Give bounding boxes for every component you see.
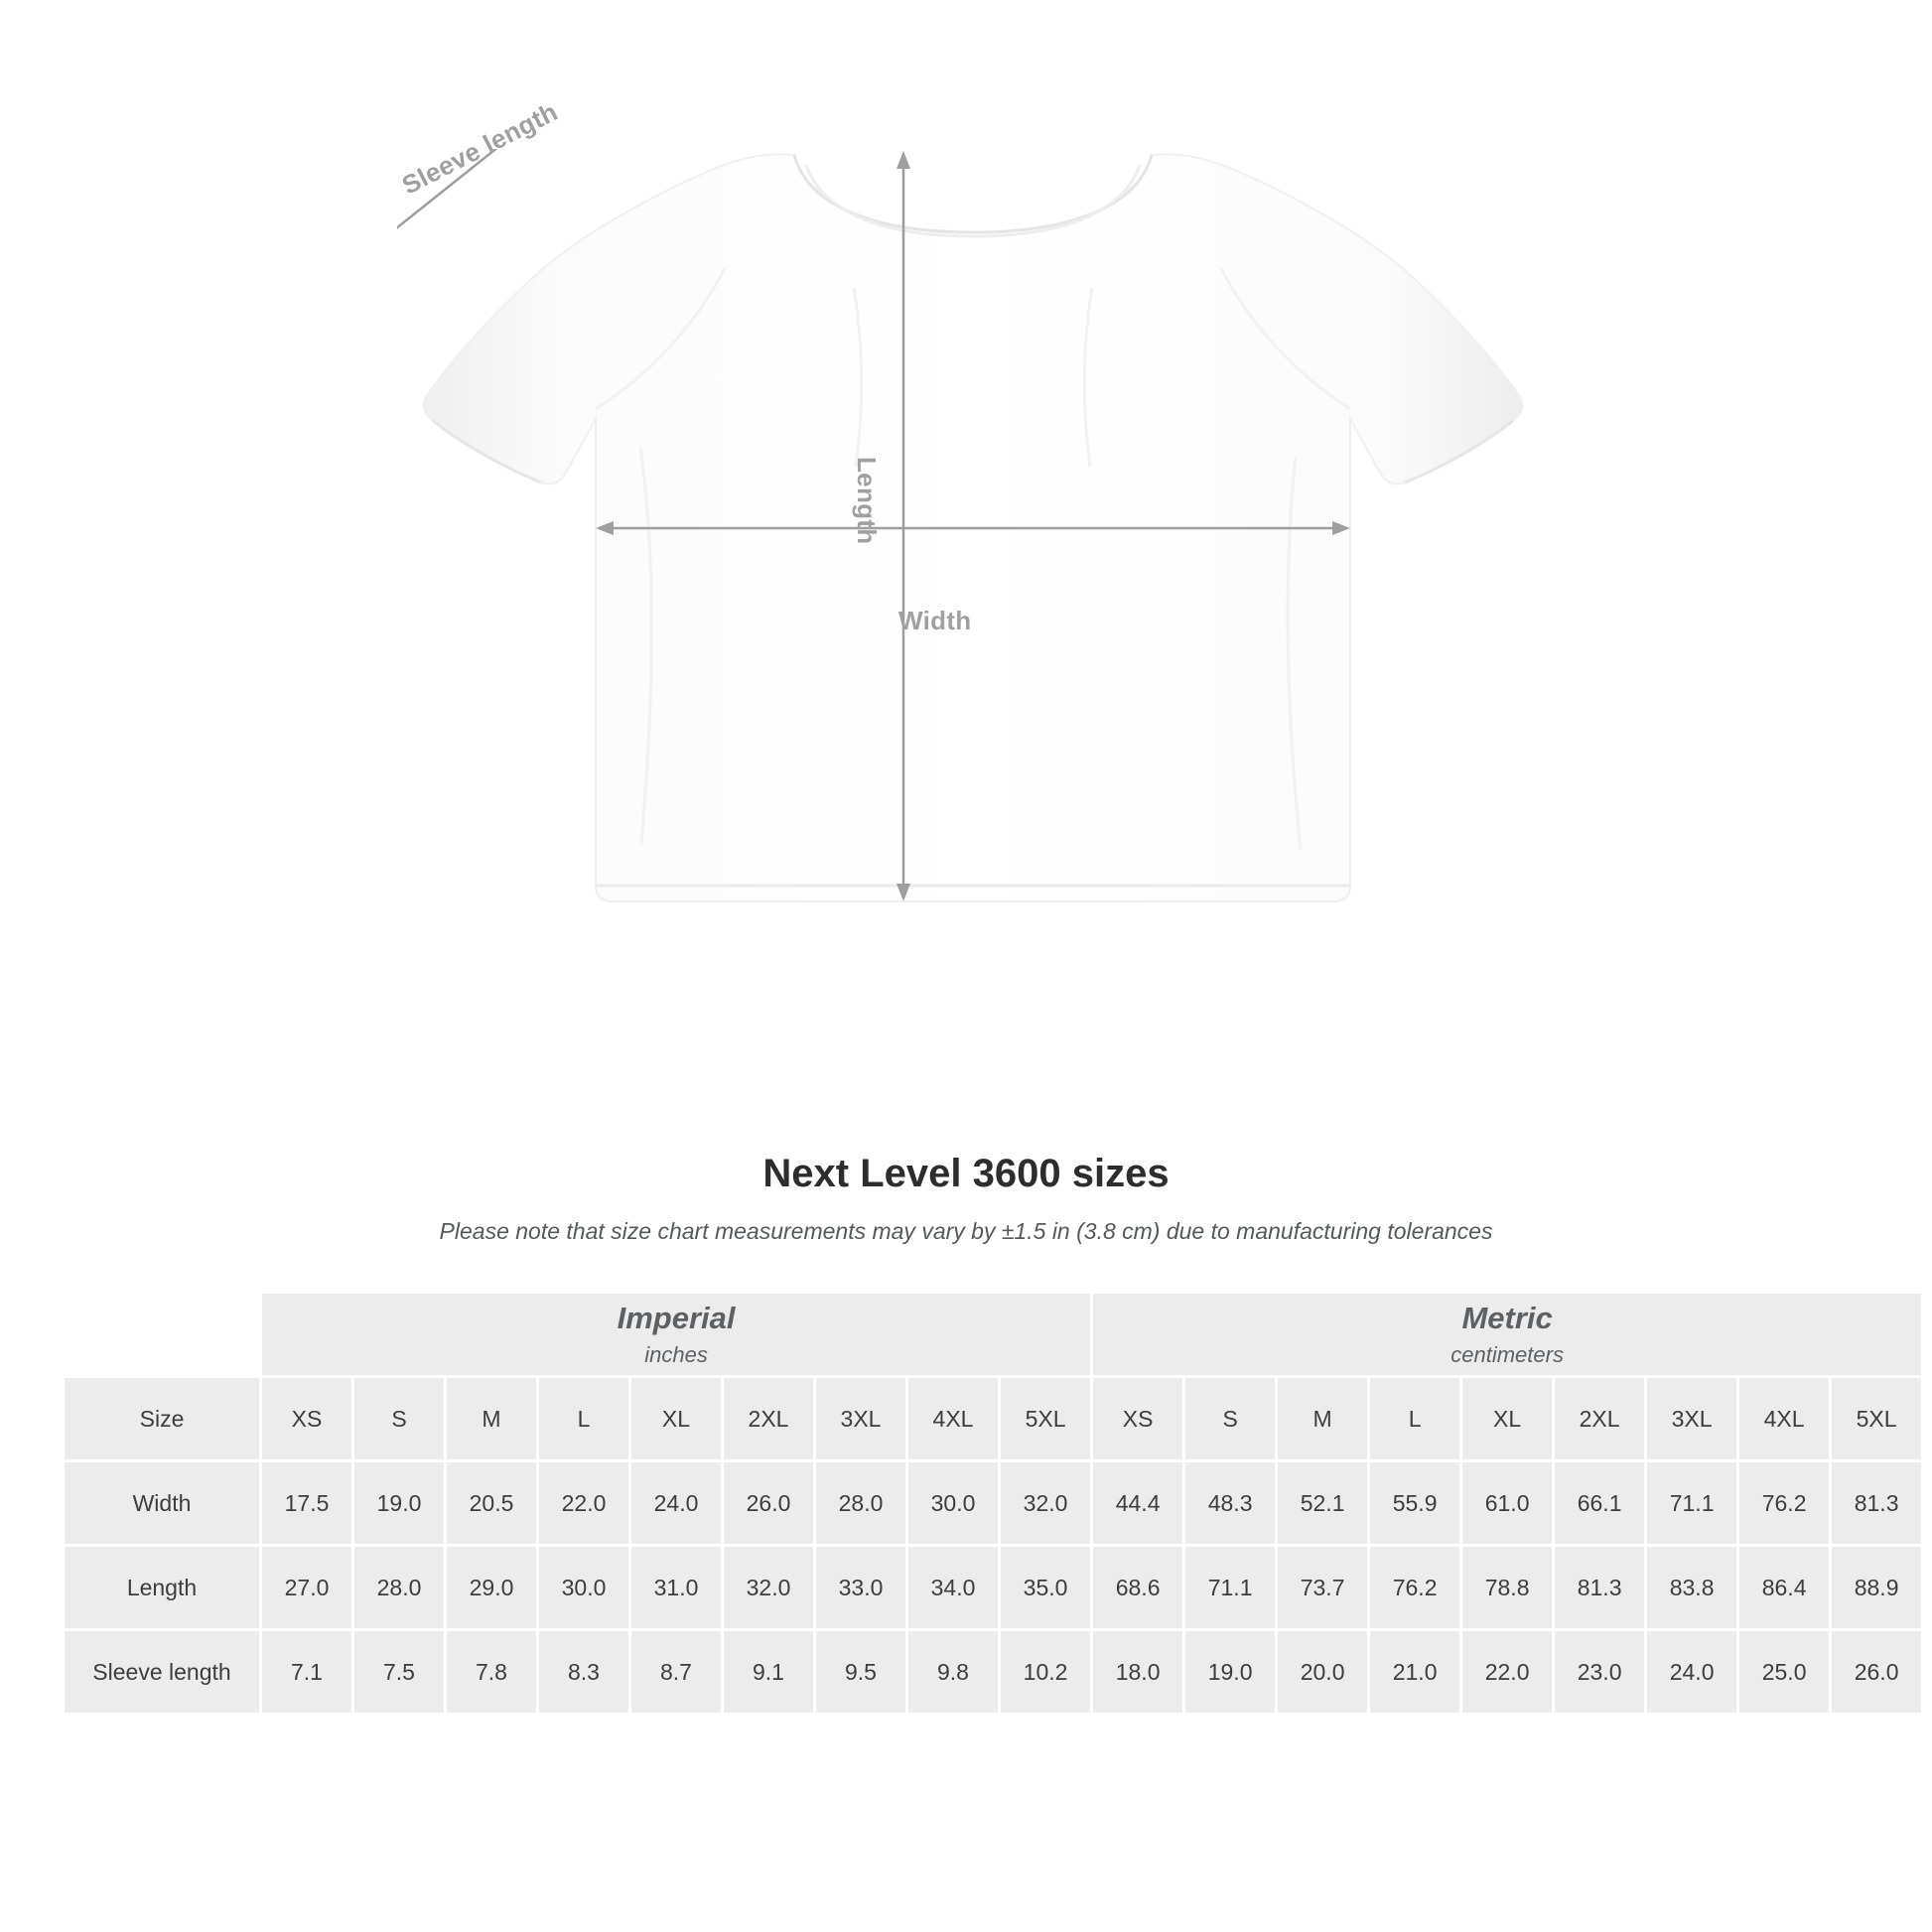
header-size-met-xl: XL — [1462, 1378, 1552, 1459]
cell-length-met-m: 73.7 — [1278, 1547, 1367, 1628]
cell-sleeve-imp-4xl: 9.8 — [908, 1631, 998, 1713]
header-size-met-4xl: 4XL — [1739, 1378, 1829, 1459]
page-title: Next Level 3600 sizes — [762, 1152, 1170, 1195]
cell-sleeve-met-3xl: 24.0 — [1647, 1631, 1736, 1713]
tshirt-svg — [397, 149, 1549, 1112]
header-size-imp-4xl: 4XL — [908, 1378, 998, 1459]
header-size-imp-m: M — [447, 1378, 536, 1459]
cell-length-imp-xs: 27.0 — [262, 1547, 351, 1628]
cell-width-imp-3xl: 28.0 — [816, 1462, 905, 1544]
cell-width-met-l: 55.9 — [1370, 1462, 1459, 1544]
cell-sleeve-imp-2xl: 9.1 — [724, 1631, 813, 1713]
cell-length-imp-3xl: 33.0 — [816, 1547, 905, 1628]
cell-sleeve-met-xl: 22.0 — [1462, 1631, 1552, 1713]
cell-length-met-3xl: 83.8 — [1647, 1547, 1736, 1628]
header-size-imp-s: S — [354, 1378, 444, 1459]
table-row-sleeve-length — [65, 1631, 1921, 1713]
sleeve-length-annotation: Sleeve length — [397, 96, 563, 201]
header-size-imp-xs: XS — [262, 1378, 351, 1459]
header-size-imp-5xl: 5XL — [1001, 1378, 1090, 1459]
cell-length-met-5xl: 88.9 — [1832, 1547, 1921, 1628]
cell-width-met-5xl: 81.3 — [1832, 1462, 1921, 1544]
cell-length-met-xs: 68.6 — [1093, 1547, 1182, 1628]
cell-width-met-xl: 61.0 — [1462, 1462, 1552, 1544]
cell-length-imp-m: 29.0 — [447, 1547, 536, 1628]
cell-width-imp-5xl: 32.0 — [1001, 1462, 1090, 1544]
header-size-imp-3xl: 3XL — [816, 1378, 905, 1459]
cell-sleeve-imp-l: 8.3 — [539, 1631, 628, 1713]
row-label-length: Length — [65, 1547, 259, 1628]
cell-width-imp-xs: 17.5 — [262, 1462, 351, 1544]
cell-width-imp-4xl: 30.0 — [908, 1462, 998, 1544]
header-size-imp-xl: XL — [631, 1378, 721, 1459]
cell-length-met-xl: 78.8 — [1462, 1547, 1552, 1628]
tolerance-note: Please note that size chart measurements may vary by ±1.5 in (3.8 cm) due to manufacturing tolerances — [439, 1218, 1493, 1244]
cell-length-met-l: 76.2 — [1370, 1547, 1459, 1628]
header-size-met-l: L — [1370, 1378, 1459, 1459]
header-size-met-2xl: 2XL — [1555, 1378, 1644, 1459]
header-size-met-s: S — [1185, 1378, 1275, 1459]
cell-sleeve-met-4xl: 25.0 — [1739, 1631, 1829, 1713]
cell-sleeve-met-s: 19.0 — [1185, 1631, 1275, 1713]
cell-length-met-s: 71.1 — [1185, 1547, 1275, 1628]
size-chart-table — [62, 1291, 1924, 1716]
size-header-row — [65, 1378, 1921, 1459]
cell-width-imp-l: 22.0 — [539, 1462, 628, 1544]
header-size-met-xs: XS — [1093, 1378, 1182, 1459]
header-size-imp-2xl: 2XL — [724, 1378, 813, 1459]
corner-blank — [65, 1294, 259, 1375]
cell-sleeve-imp-xs: 7.1 — [262, 1631, 351, 1713]
cell-width-met-m: 52.1 — [1278, 1462, 1367, 1544]
cell-length-imp-5xl: 35.0 — [1001, 1547, 1090, 1628]
table-row-length — [65, 1547, 1921, 1628]
cell-sleeve-met-xs: 18.0 — [1093, 1631, 1182, 1713]
cell-length-imp-l: 30.0 — [539, 1547, 628, 1628]
cell-sleeve-met-5xl: 26.0 — [1832, 1631, 1921, 1713]
unit-name-metric: Metric — [1461, 1301, 1553, 1335]
header-size-label: Size — [65, 1378, 259, 1459]
tshirt-graphic — [397, 149, 1549, 1112]
cell-width-met-2xl: 66.1 — [1555, 1462, 1644, 1544]
row-label-sleeve-length: Sleeve length — [65, 1631, 259, 1713]
cell-width-met-s: 48.3 — [1185, 1462, 1275, 1544]
cell-length-imp-s: 28.0 — [354, 1547, 444, 1628]
cell-width-met-4xl: 76.2 — [1739, 1462, 1829, 1544]
cell-width-met-xs: 44.4 — [1093, 1462, 1182, 1544]
header-size-met-5xl: 5XL — [1832, 1378, 1921, 1459]
table-row-width — [65, 1462, 1921, 1544]
row-label-width: Width — [65, 1462, 259, 1544]
unit-name-imperial: Imperial — [617, 1301, 736, 1335]
cell-length-met-2xl: 81.3 — [1555, 1547, 1644, 1628]
cell-sleeve-met-2xl: 23.0 — [1555, 1631, 1644, 1713]
header-size-met-m: M — [1278, 1378, 1367, 1459]
unit-header-row — [65, 1294, 1921, 1375]
unit-header-imperial — [262, 1294, 1090, 1375]
cell-sleeve-imp-3xl: 9.5 — [816, 1631, 905, 1713]
cell-width-imp-xl: 24.0 — [631, 1462, 721, 1544]
length-annotation: Length — [852, 457, 882, 545]
cell-length-imp-xl: 31.0 — [631, 1547, 721, 1628]
cell-sleeve-imp-xl: 8.7 — [631, 1631, 721, 1713]
cell-sleeve-met-l: 21.0 — [1370, 1631, 1459, 1713]
cell-sleeve-imp-s: 7.5 — [354, 1631, 444, 1713]
width-annotation: Width — [898, 606, 972, 635]
cell-sleeve-imp-m: 7.8 — [447, 1631, 536, 1713]
cell-width-imp-s: 19.0 — [354, 1462, 444, 1544]
cell-length-met-4xl: 86.4 — [1739, 1547, 1829, 1628]
cell-width-imp-m: 20.5 — [447, 1462, 536, 1544]
size-chart-table-wrapper — [62, 1291, 1899, 1716]
title-block — [0, 1152, 1932, 1245]
cell-sleeve-imp-5xl: 10.2 — [1001, 1631, 1090, 1713]
header-size-met-3xl: 3XL — [1647, 1378, 1736, 1459]
cell-length-imp-2xl: 32.0 — [724, 1547, 813, 1628]
cell-sleeve-met-m: 20.0 — [1278, 1631, 1367, 1713]
unit-sub-imperial: inches — [644, 1342, 708, 1367]
cell-width-met-3xl: 71.1 — [1647, 1462, 1736, 1544]
header-size-imp-l: L — [539, 1378, 628, 1459]
length-arrow-head-top — [897, 151, 910, 169]
cell-length-imp-4xl: 34.0 — [908, 1547, 998, 1628]
unit-header-metric — [1093, 1294, 1921, 1375]
unit-sub-metric: centimeters — [1450, 1342, 1564, 1367]
cell-width-imp-2xl: 26.0 — [724, 1462, 813, 1544]
